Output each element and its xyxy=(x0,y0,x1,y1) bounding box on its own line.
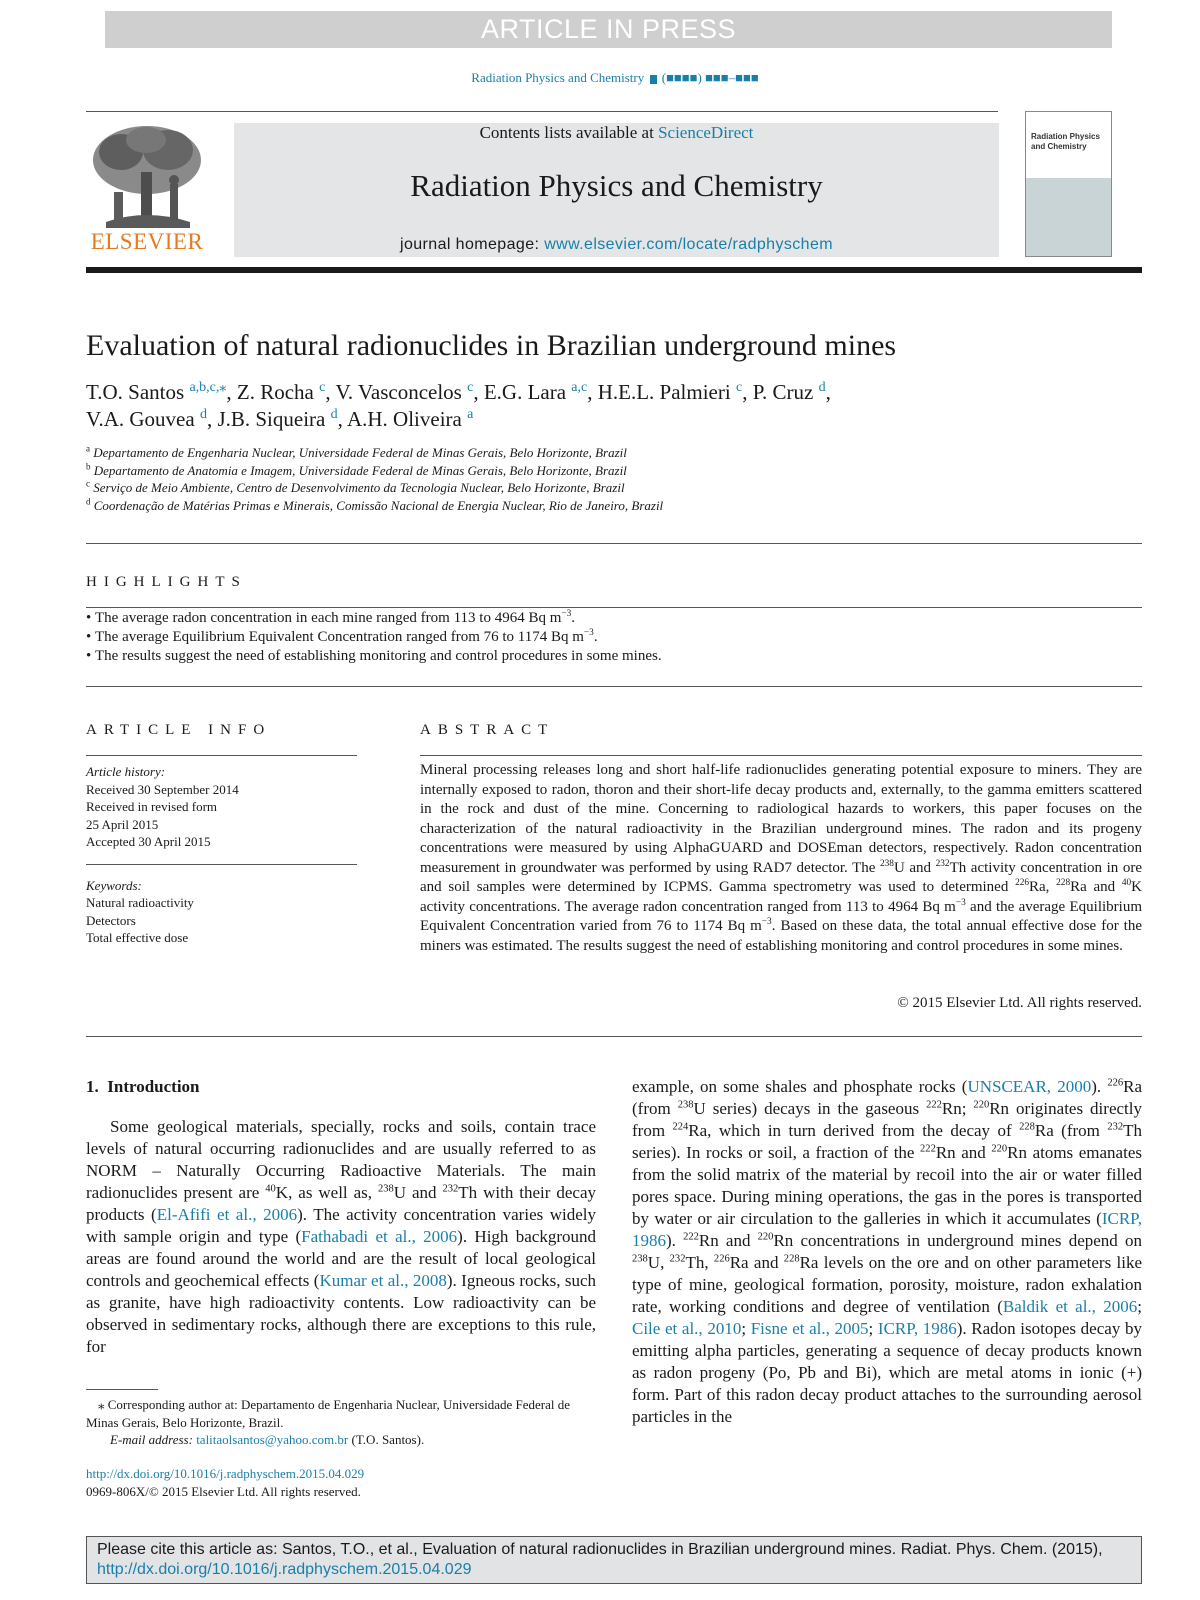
citation-doi-link[interactable]: http://dx.doi.org/10.1016/j.radphyschem.2015.04.029 xyxy=(97,1561,472,1578)
author-affiliation-mark[interactable]: a,c xyxy=(571,380,588,395)
author-name[interactable]: A.H. Oliveira xyxy=(346,407,462,431)
article-title: Evaluation of natural radionuclides in Brazilian underground mines xyxy=(86,329,897,362)
corresponding-author-footnote xyxy=(86,1396,596,1449)
journal-masthead-box xyxy=(234,123,999,257)
author-affiliation-mark[interactable]: d xyxy=(199,407,207,422)
reference-link[interactable]: ICRP, 1986 xyxy=(632,1209,1142,1250)
placeholder-block xyxy=(650,75,657,84)
abstract-body: Mineral processing releases long and short half-life radionuclides generating potential exposure to miners. They are internally exposed to radon, thoron and their short-life decay products and, externally, to the gamma emitters scattered in the rock and dust of the mine. Concerning to radiological hazards to workers, this paper focuses on the characterization of the natural radioactivity in the Brazilian underground mines. The radon and its progeny concentrations were measured by using AlphaGUARD and DOSEman detectors, respectively. Radon concentration measurement in groundwater was performed by using RAD7 detector. The $^{238}$U and $^{232}$Th activity concentration in ore and soil samples were determined by ICPMS. Gamma spectrometry was used to determined $^{226}$Ra, $^{228}$Ra and $^{40}$K activity concentrations. The average radon concentration ranged from 113 to 4964 Bq $m^{-3}$ and the average Equilibrium Equivalent Concentration varied from 76 to 1174 Bq $m^{-3}$. Based on these data, the total annual effective dose for the miners was estimated. The results suggest the need of establishing monitoring and control procedures in some mines. xyxy=(420,762,1143,954)
email-label: E-mail address: xyxy=(110,1432,193,1447)
author-name[interactable]: J.B. Siqueira xyxy=(217,407,326,431)
affiliation-item: $^b$ Departamento de Anatomia e Imagem, Universidade Federal de Minas Gerais, Belo Horizonte, Brazil xyxy=(86,461,627,478)
running-head xyxy=(0,70,1200,86)
affiliation-item: $^d$ Coordenação de Matérias Primas e Minerais, Comissão Nacional de Energia Nuclear, Rio de Janeiro, Brazil xyxy=(86,496,664,513)
footnote-rule xyxy=(86,1389,158,1390)
article-info xyxy=(86,763,357,947)
masthead-top-rule xyxy=(86,111,998,112)
citation-text: Please cite this article as: Santos, T.O., et al., Evaluation of natural radionuclides in Brazilian underground mines. Radiat. Phys. Chem. (2015), xyxy=(97,1541,1103,1558)
author-affiliation-mark[interactable]: d xyxy=(330,407,338,422)
reference-link[interactable]: ICRP, 1986 xyxy=(877,1319,957,1338)
highlights-list xyxy=(86,609,662,666)
doi-block xyxy=(86,1465,364,1500)
body-column-right: example, on some shales and phosphate rocks (UNSCEAR, 2000). $^{226}$Ra (from $^{238}$U series) decays in the gaseous $^{222}$Rn; $^{220}$Rn originates directly from $^{224}$Ra, which in turn derived from the decay of $^{228}$Ra (from $^{232}$Th series). In rocks or soil, a fraction of the $^{222}$Rn and $^{220}$Rn atoms emanates from the solid matrix of the material by recoil into the air or water filled pores space. During mining operations, the gas in the pores is transported by water or air circulation to the galleries in which it accumulates (ICRP, 1986). $^{222}$Rn and $^{220}$Rn concentrations in underground mines depend on $^{238}$U, $^{232}$Th, $^{226}$Ra and $^{228}$Ra levels on the ore and on other parameters like type of mine, geological formation, porosity, moisture, radon exhalation rate, working conditions and degree of ventilation (Baldik et al., 2006; Cile et al., 2010; Fisne et al., 2005; ICRP, 1986). Radon isotopes decay by emitting alpha particles, generating a sequence of decay products known as radon progeny (Po, Pb and Bi), which are metal atoms in ionic (+) form. Part of this radon decay product attaches to the surrounding aerosol particles in the xyxy=(632,1077,1143,1426)
author-affiliation-mark[interactable]: c xyxy=(467,380,474,395)
journal-homepage-line xyxy=(234,236,999,254)
cover-title: Radiation Physics and Chemistry xyxy=(1031,132,1100,151)
reference-link[interactable]: Cile et al., 2010 xyxy=(632,1319,742,1338)
author-affiliation-mark[interactable]: a xyxy=(467,407,474,422)
highlight-item: • The results suggest the need of establishing monitoring and control procedures in some mines. xyxy=(86,647,662,666)
sciencedirect-link[interactable]: ScienceDirect xyxy=(658,123,754,142)
keyword-item: Detectors xyxy=(86,912,136,928)
section-heading-introduction: 1. Introduction xyxy=(86,1077,200,1096)
abstract-heading: ABSTRACT xyxy=(420,722,555,738)
journal-title: Radiation Physics and Chemistry xyxy=(410,168,823,203)
author-name[interactable]: V.A. Gouvea xyxy=(86,407,195,431)
divider xyxy=(86,1036,1142,1037)
history-item: 25 April 2015 xyxy=(86,816,159,832)
keywords-label: Keywords: xyxy=(86,877,142,893)
author-affiliation-mark[interactable]: c xyxy=(735,380,743,395)
issn-line: 0969-806X/© 2015 Elsevier Ltd. All rights reserved. xyxy=(86,1483,361,1499)
history-item: Received 30 September 2014 xyxy=(86,781,239,797)
body-column-left: Some geological materials, specially, rocks and soils, contain trace levels of natural occurring radionuclides and are usually referred to as NORM – Naturally Occurring Radioactive Materials. The main radionuclides present are $^{40}$K, as well as, $^{238}$U and $^{232}$Th with their decay products (El-Afifi et al., 2006). The activity concentration varies widely with sample origin and type (Fathabadi et al., 2006). High background areas are found around the world and are the result of local geological controls and geochemical effects (Kumar et al., 2008). Igneous rocks, such as granite, have high radioactivity contents. Low radioactivity can be observed in sedimentary rocks, although there are exceptions to this rule, for xyxy=(86,1117,596,1356)
divider xyxy=(420,755,1142,756)
email-suffix: (T.O. Santos). xyxy=(351,1432,425,1447)
citation-box xyxy=(86,1536,1142,1584)
article-in-press-banner: ARTICLE IN PRESS xyxy=(105,11,1112,48)
author-affiliation-mark[interactable]: c xyxy=(319,380,326,395)
article-info-heading: ARTICLE INFO xyxy=(86,722,272,738)
author-name[interactable]: H.E.L. Palmieri xyxy=(597,380,731,404)
keyword-item: Natural radioactivity xyxy=(86,895,194,910)
author-name[interactable]: P. Cruz xyxy=(752,380,814,404)
reference-link[interactable]: UNSCEAR, 2000 xyxy=(967,1077,1092,1096)
reference-link[interactable]: El-Afifi et al., 2006 xyxy=(156,1205,298,1224)
journal-homepage-link[interactable]: www.elsevier.com/locate/radphyschem xyxy=(544,236,833,253)
contents-line xyxy=(234,123,999,143)
divider xyxy=(86,686,1142,687)
highlight-item: • The average Equilibrium Equivalent Concentration ranged from 76 to 1174 Bq $m^{-3}$. xyxy=(86,628,662,647)
keyword-item: Total effective dose xyxy=(86,930,189,945)
cover-band xyxy=(1026,178,1111,257)
running-head-pages: ■■■–■■■ xyxy=(705,70,759,85)
elsevier-wordmark: ELSEVIER xyxy=(90,229,204,254)
author-affiliation-mark[interactable]: a,b,c,⁎ xyxy=(189,380,227,395)
reference-link[interactable]: Baldik et al., 2006 xyxy=(1002,1297,1138,1316)
running-head-journal-link[interactable]: Radiation Physics and Chemistry xyxy=(471,70,645,85)
author-list: T.O. Santos $^{a,b,c,⁎}$, Z. Rocha $^c$, V. Vasconcelos $^c$, E.G. Lara $^{a,c}$, H.E.L. Palmieri $^c$, P. Cruz $^d$, V.A. Gouvea $^d$, J.B. Siqueira $^d$, A.H. Oliveira $^a$ xyxy=(86,380,831,431)
reference-link[interactable]: Fisne et al., 2005 xyxy=(750,1319,869,1338)
divider xyxy=(86,543,1142,544)
affiliation-item: $^a$ Departamento de Engenharia Nuclear, Universidade Federal de Minas Gerais, Belo Horizonte, Brazil xyxy=(86,443,627,460)
article-history-label: Article history: xyxy=(86,764,166,779)
author-name[interactable]: T.O. Santos xyxy=(86,380,185,404)
journal-cover-thumbnail[interactable] xyxy=(1025,111,1112,257)
author-name[interactable]: Z. Rocha xyxy=(236,380,314,404)
running-head-volume: (■■■■) xyxy=(661,70,702,85)
author-name[interactable]: E.G. Lara xyxy=(483,380,567,404)
homepage-prefix: journal homepage: xyxy=(400,236,540,253)
reference-link[interactable]: Fathabadi et al., 2006 xyxy=(301,1227,458,1246)
tree-of-knowledge-icon xyxy=(86,122,208,230)
history-item: Received in revised form xyxy=(86,799,218,814)
abstract-copyright: © 2015 Elsevier Ltd. All rights reserved. xyxy=(897,995,1142,1011)
divider xyxy=(86,755,357,756)
divider xyxy=(86,864,357,865)
contents-prefix: Contents lists available at xyxy=(479,123,654,142)
email-link[interactable]: talitaolsantos@yahoo.com.br xyxy=(196,1432,349,1447)
author-affiliation-mark[interactable]: d xyxy=(818,380,826,395)
doi-link[interactable]: http://dx.doi.org/10.1016/j.radphyschem.2015.04.029 xyxy=(86,1466,365,1481)
highlight-item: • The average radon concentration in each mine ranged from 113 to 4964 Bq $m^{-3}$. xyxy=(86,609,662,628)
elsevier-logo[interactable] xyxy=(86,122,208,257)
divider xyxy=(86,607,1142,608)
affiliations xyxy=(86,444,663,514)
reference-link[interactable]: Kumar et al., 2008 xyxy=(319,1271,447,1290)
highlights-heading: HIGHLIGHTS xyxy=(86,574,247,590)
masthead-bottom-bar xyxy=(86,267,1142,273)
history-item: Accepted 30 April 2015 xyxy=(86,834,211,849)
author-name[interactable]: V. Vasconcelos xyxy=(335,380,462,404)
footnote-text: Corresponding author at: Departamento de Engenharia Nuclear, Universidade Federal de Minas Gerais, Belo Horizonte, Brazil. xyxy=(86,1397,570,1430)
affiliation-item: $^c$ Serviço de Meio Ambiente, Centro de Desenvolvimento da Tecnologia Nuclear, Belo Horizonte, Brazil xyxy=(86,478,625,495)
footnote-marker: ⁎ xyxy=(98,1397,105,1412)
